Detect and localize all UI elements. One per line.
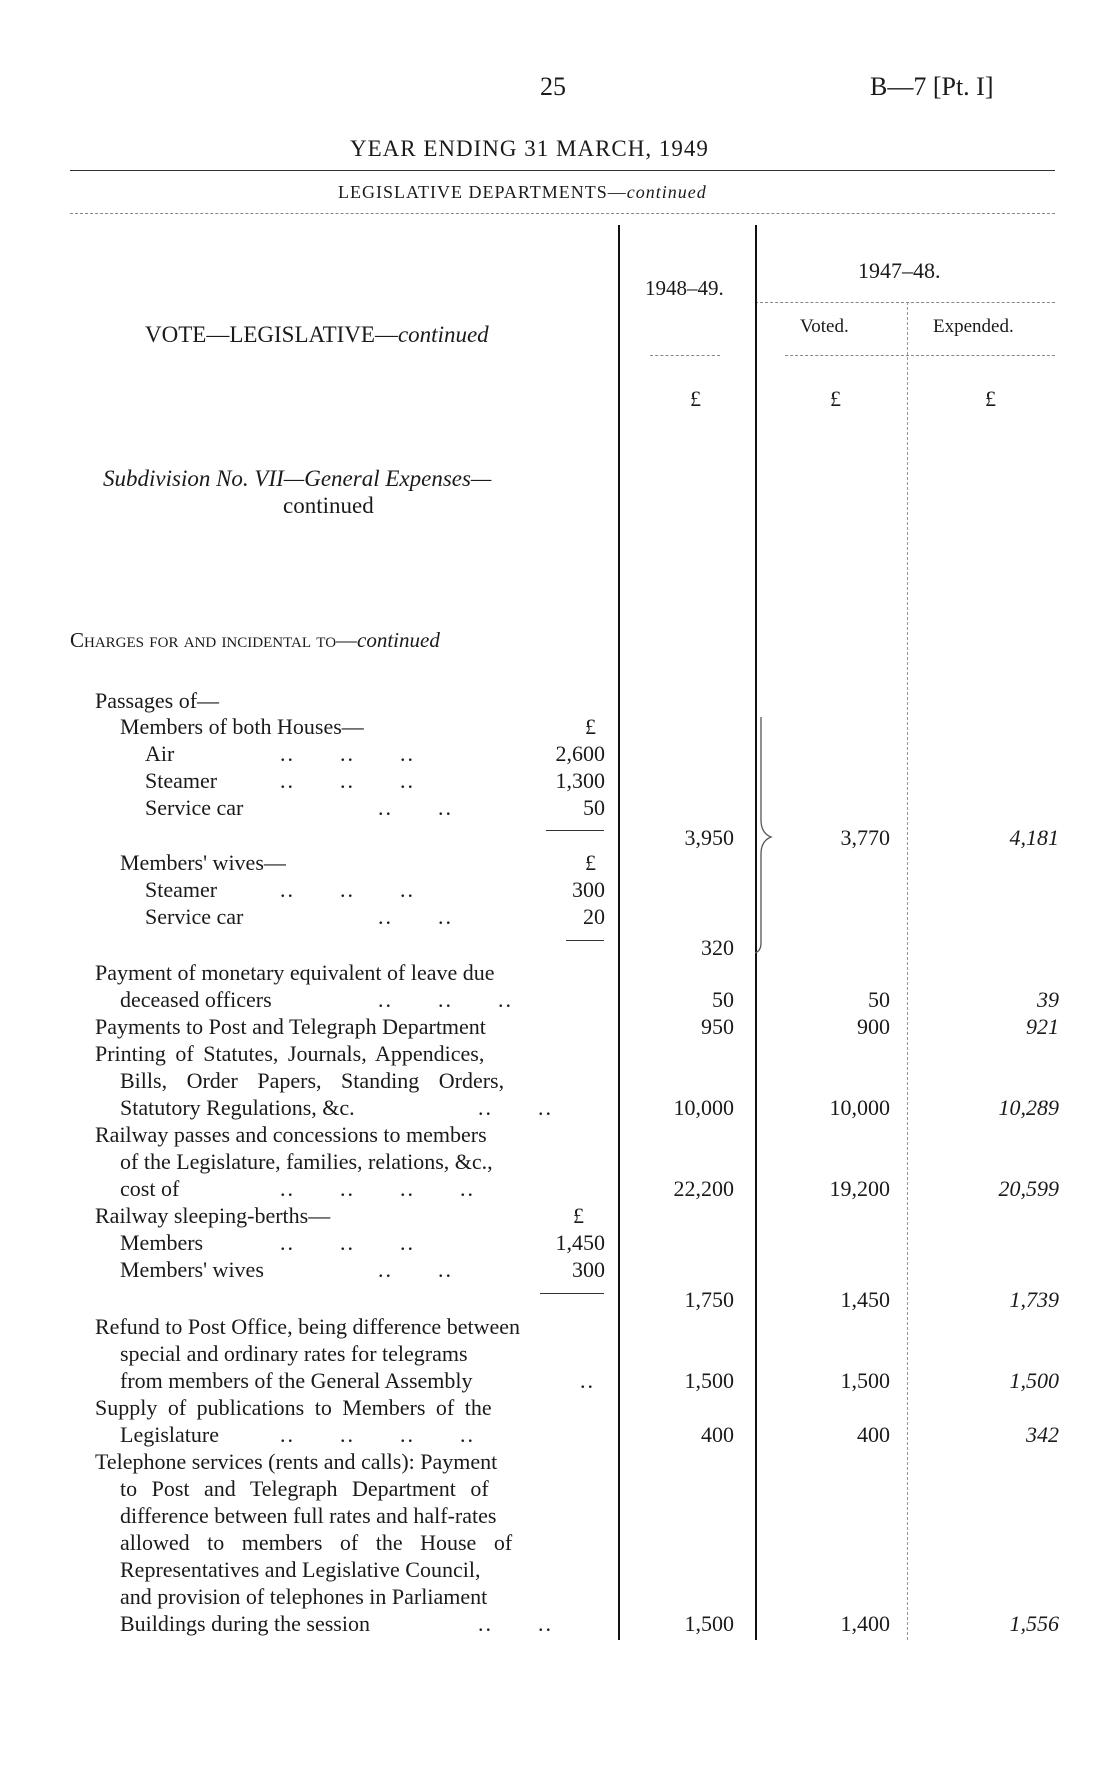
telephone-line-5: Representatives and Legislative Council, bbox=[120, 1557, 481, 1582]
telephone-line-1: Telephone services (rents and calls): Payment bbox=[95, 1449, 498, 1474]
header-bottom-rule-2 bbox=[785, 355, 1055, 356]
column-header-1948-49: 1948–49. bbox=[645, 276, 724, 300]
telephone-leader-dots: .. .. bbox=[478, 1611, 553, 1636]
steamer-leader-dots: .. .. .. bbox=[280, 768, 415, 793]
post-telegraph-expended: 921 bbox=[1026, 1014, 1059, 1039]
column-header-1947-48: 1947–48. bbox=[858, 258, 941, 283]
passages-1948-49: 3,950 bbox=[684, 825, 734, 850]
wives-service-car-amount: 20 bbox=[583, 904, 605, 929]
sleeping-berths-title: Railway sleeping-berths— bbox=[95, 1203, 331, 1228]
sleeping-members-leader-dots: .. .. .. bbox=[280, 1230, 415, 1255]
air-amount: 2,600 bbox=[555, 741, 605, 766]
wives-steamer-amount: 300 bbox=[572, 877, 605, 902]
supply-expended: 342 bbox=[1026, 1422, 1059, 1447]
steamer-label: Steamer bbox=[145, 768, 218, 793]
railway-passes-1948-49: 22,200 bbox=[673, 1176, 734, 1201]
refund-line-2: special and ordinary rates for telegrams bbox=[120, 1341, 468, 1366]
column-header-voted: Voted. bbox=[800, 316, 849, 337]
leave-voted: 50 bbox=[868, 987, 890, 1012]
railway-passes-leader-dots: .. .. .. .. bbox=[280, 1176, 475, 1201]
service-car-amount: 50 bbox=[583, 795, 605, 820]
document-reference: B—7 [Pt. I] bbox=[870, 72, 994, 101]
column-rule-expended bbox=[907, 302, 908, 1640]
vote-heading-main: VOTE—LEGISLATIVE— bbox=[145, 322, 398, 347]
post-telegraph-line-1: Payments to Post and Telegraph Department bbox=[95, 1014, 486, 1039]
refund-voted: 1,500 bbox=[840, 1368, 890, 1393]
telephone-line-3: difference between full rates and half-rates bbox=[120, 1503, 497, 1528]
sleeping-wives-leader-dots: .. .. bbox=[378, 1257, 453, 1282]
currency-voted: £ bbox=[830, 386, 841, 411]
air-leader-dots: .. .. .. bbox=[280, 741, 415, 766]
sleeping-berths-pound-sign: £ bbox=[573, 1203, 584, 1228]
refund-line-1: Refund to Post Office, being difference between bbox=[95, 1314, 520, 1339]
header-bottom-rule-1 bbox=[650, 355, 720, 356]
supply-1948-49: 400 bbox=[701, 1422, 734, 1447]
subtitle-continued: continued bbox=[626, 182, 707, 202]
steamer-amount: 1,300 bbox=[555, 768, 605, 793]
currency-expended: £ bbox=[985, 386, 996, 411]
railway-passes-expended: 20,599 bbox=[998, 1176, 1059, 1201]
refund-1948-49: 1,500 bbox=[684, 1368, 734, 1393]
members-both-houses-title: Members of both Houses— bbox=[120, 714, 364, 739]
supply-line-2: Legislature bbox=[120, 1422, 219, 1447]
post-telegraph-voted: 900 bbox=[857, 1014, 890, 1039]
air-label: Air bbox=[145, 741, 175, 766]
leave-line-2: deceased officers bbox=[120, 987, 272, 1012]
printing-line-1: Printing of Statutes, Journals, Appendices, bbox=[95, 1041, 485, 1066]
leave-expended: 39 bbox=[1037, 987, 1059, 1012]
railway-passes-line-1: Railway passes and concessions to members bbox=[95, 1122, 487, 1147]
passages-title: Passages of— bbox=[95, 688, 220, 713]
wives-pound-sign: £ bbox=[585, 850, 596, 875]
column-header-expended: Expended. bbox=[933, 316, 1014, 337]
vote-heading bbox=[145, 322, 489, 348]
page-title: YEAR ENDING 31 MARCH, 1949 bbox=[350, 136, 709, 161]
printing-line-2: Bills, Order Papers, Standing Orders, bbox=[120, 1068, 505, 1093]
telephone-line-6: and provision of telephones in Parliament bbox=[120, 1584, 488, 1609]
leave-line-1: Payment of monetary equivalent of leave due bbox=[95, 960, 495, 985]
subtitle-rule bbox=[70, 213, 1055, 214]
wives-service-car-label: Service car bbox=[145, 904, 244, 929]
leave-leader-dots: .. .. .. bbox=[378, 987, 513, 1012]
charges-heading-main: Charges for and incidental to— bbox=[70, 628, 358, 652]
vote-heading-continued: continued bbox=[397, 322, 489, 347]
sleeping-berths-expended: 1,739 bbox=[1009, 1287, 1059, 1312]
header-split-rule bbox=[755, 302, 1055, 303]
railway-passes-line-3: cost of bbox=[120, 1176, 180, 1201]
sleeping-subtotal-rule bbox=[540, 1293, 604, 1294]
subdivision-continued: continued bbox=[283, 493, 374, 518]
telephone-line-7: Buildings during the session bbox=[120, 1611, 370, 1636]
service-car-label: Service car bbox=[145, 795, 244, 820]
passages-expended: 4,181 bbox=[1009, 825, 1059, 850]
members-subtotal-rule bbox=[546, 830, 604, 831]
currency-1948-49: £ bbox=[690, 386, 701, 411]
page-subtitle bbox=[338, 182, 707, 203]
telephone-expended: 1,556 bbox=[1009, 1611, 1059, 1636]
printing-voted: 10,000 bbox=[829, 1095, 890, 1120]
telephone-1948-49: 1,500 bbox=[684, 1611, 734, 1636]
charges-heading bbox=[70, 628, 440, 653]
railway-passes-voted: 19,200 bbox=[829, 1176, 890, 1201]
sleeping-members-amount: 1,450 bbox=[555, 1230, 605, 1255]
wives-service-car-leader-dots: .. .. bbox=[378, 904, 453, 929]
refund-leader-dots: .. bbox=[580, 1368, 595, 1393]
supply-voted: 400 bbox=[857, 1422, 890, 1447]
telephone-voted: 1,400 bbox=[840, 1611, 890, 1636]
sleeping-members-label: Members bbox=[120, 1230, 204, 1255]
sleeping-wives-amount: 300 bbox=[572, 1257, 605, 1282]
sleeping-berths-voted: 1,450 bbox=[840, 1287, 890, 1312]
title-rule bbox=[70, 170, 1055, 171]
refund-expended: 1,500 bbox=[1009, 1368, 1059, 1393]
wives-1948-49: 320 bbox=[701, 935, 734, 960]
passages-voted: 3,770 bbox=[840, 825, 890, 850]
printing-1948-49: 10,000 bbox=[673, 1095, 734, 1120]
telephone-line-4: allowed to members of the House of bbox=[120, 1530, 513, 1555]
leave-1948-49: 50 bbox=[712, 987, 734, 1012]
telephone-line-2: to Post and Telegraph Department of bbox=[120, 1476, 489, 1501]
wives-steamer-leader-dots: .. .. .. bbox=[280, 877, 415, 902]
supply-leader-dots: .. .. .. .. bbox=[280, 1422, 475, 1447]
passages-brace-icon bbox=[755, 715, 785, 955]
printing-expended: 10,289 bbox=[998, 1095, 1059, 1120]
sleeping-berths-1948-49: 1,750 bbox=[684, 1287, 734, 1312]
sleeping-wives-label: Members' wives bbox=[120, 1257, 264, 1282]
printing-leader-dots: .. .. bbox=[478, 1095, 553, 1120]
subdivision-heading: Subdivision No. VII—General Expenses— bbox=[103, 466, 492, 491]
service-car-leader-dots: .. .. bbox=[378, 795, 453, 820]
post-telegraph-1948-49: 950 bbox=[701, 1014, 734, 1039]
refund-line-3: from members of the General Assembly bbox=[120, 1368, 473, 1393]
supply-line-1: Supply of publications to Members of the bbox=[95, 1395, 492, 1420]
printing-line-3: Statutory Regulations, &c. bbox=[120, 1095, 355, 1120]
wives-steamer-label: Steamer bbox=[145, 877, 218, 902]
subtitle-main: LEGISLATIVE DEPARTMENTS— bbox=[338, 182, 627, 202]
members-pound-sign: £ bbox=[585, 714, 596, 739]
page-number: 25 bbox=[540, 72, 566, 101]
charges-heading-continued: continued bbox=[357, 628, 440, 652]
members-wives-title: Members' wives— bbox=[120, 850, 286, 875]
railway-passes-line-2: of the Legislature, families, relations, &c., bbox=[120, 1149, 493, 1174]
column-rule-left bbox=[618, 225, 620, 1640]
wives-subtotal-rule bbox=[566, 940, 604, 941]
